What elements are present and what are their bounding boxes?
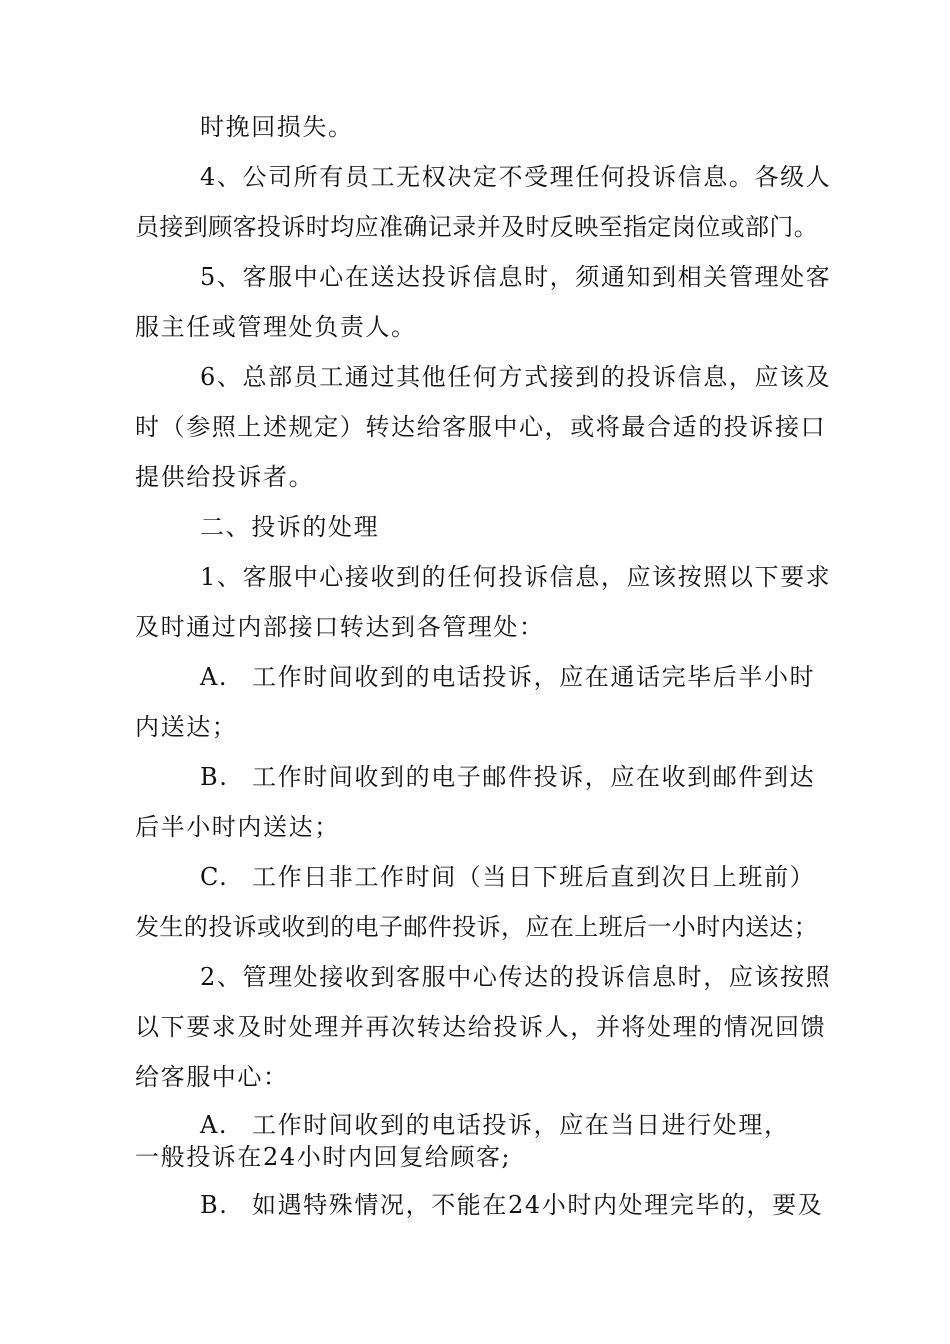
list-marker: A. [200, 1111, 229, 1139]
text-line: 工作日非工作时间（当日下班后直到次日上班前） [252, 863, 816, 891]
text-line: 如遇特殊情况，不能在24小时内处理完毕的，要及 [252, 1191, 824, 1219]
list-item [200, 860, 815, 894]
text-line: 时挽回损失。 [200, 113, 354, 141]
list-item [200, 1188, 823, 1222]
text-line: 以下要求及时处理并再次转达给投诉人，并将处理的情况回馈 [135, 1013, 827, 1041]
list-item [200, 1108, 790, 1142]
text-line: 一般投诉在24小时内回复给顾客; [135, 1143, 512, 1171]
list-item [200, 760, 815, 794]
text-line: 给客服中心： [135, 1063, 289, 1091]
text-line: 后半小时内送达； [135, 813, 340, 841]
text-line: 内送达； [135, 713, 238, 741]
text-line: 4、公司所有员工无权决定不受理任何投诉信息。各级人 [200, 163, 832, 191]
text-line: 服主任或管理处负责人。 [135, 313, 417, 341]
list-marker: B. [200, 763, 229, 791]
text-line: 6、总部员工通过其他任何方式接到的投诉信息，应该及 [200, 363, 832, 391]
text-line: 工作时间收到的电话投诉，应在当日进行处理， [252, 1111, 790, 1139]
text-line: 5、客服中心在送达投诉信息时，须通知到相关管理处客 [200, 263, 832, 291]
list-marker: B. [200, 1191, 229, 1219]
text-line: 员接到顾客投诉时均应准确记录并及时反映至指定岗位或部门。 [135, 213, 819, 241]
text-line: 时（参照上述规定）转达给客服中心，或将最合适的投诉接口 [135, 413, 827, 441]
list-marker: C. [200, 863, 229, 891]
text-line: 1、客服中心接收到的任何投诉信息，应该按照以下要求 [200, 563, 832, 591]
section-heading: 二、投诉的处理 [200, 513, 380, 541]
text-line: 及时通过内部接口转达到各管理处： [135, 613, 545, 641]
text-line: 工作时间收到的电子邮件投诉，应在收到邮件到达 [252, 763, 816, 791]
text-line: 2、管理处接收到客服中心传达的投诉信息时，应该按照 [200, 963, 832, 991]
list-marker: A. [200, 663, 229, 691]
text-line: 工作时间收到的电话投诉，应在通话完毕后半小时 [252, 663, 816, 691]
list-item [200, 660, 815, 694]
text-line: 提供给投诉者。 [135, 463, 315, 491]
text-line: 发生的投诉或收到的电子邮件投诉，应在上班后一小时内送达； [135, 913, 819, 941]
